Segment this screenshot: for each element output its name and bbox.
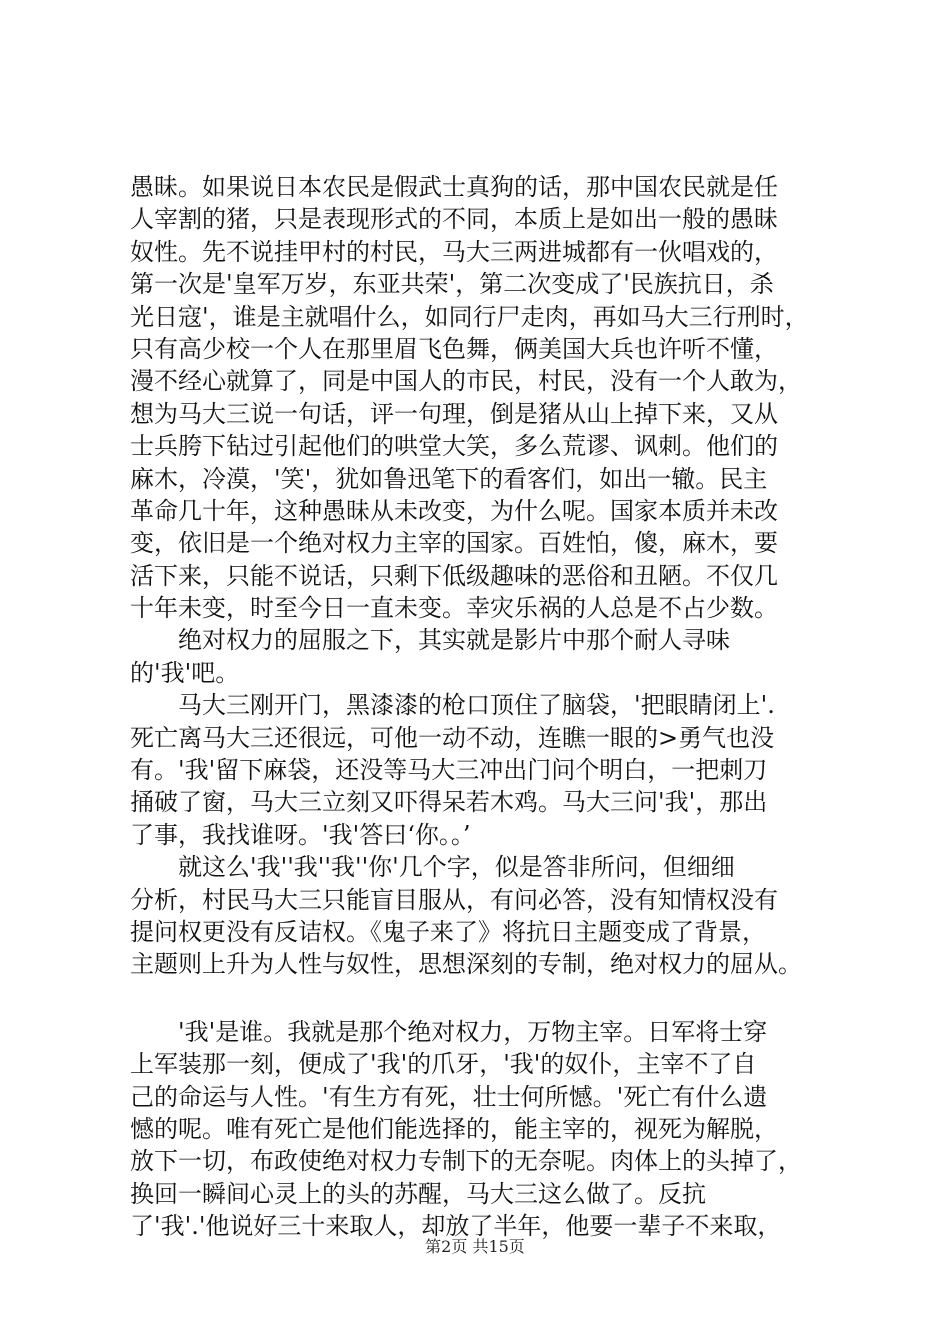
text-line: 了事，我找谁呀。'我'答曰‘你。。’ — [130, 820, 471, 849]
text-line: 愚昧。如果说日本农民是假武士真狗的话，那中国农民就是任 — [130, 173, 778, 201]
text-line: '我'是谁。我就是那个绝对权力，万物主宰。日军将士穿 — [130, 1017, 768, 1046]
text-line: 上军装那一刻，便成了'我'的爪牙，'我'的奴仆，主宰不了自 — [130, 1050, 757, 1079]
text-line: 十年未变，时至今日一直未变。幸灾乐祸的人总是不占少数。 — [130, 594, 778, 623]
page-footer: 第2页 共15页 — [425, 1237, 525, 1256]
text-line: 主题则上升为人性与奴性，思想深刻的专制，绝对权力的屈从。 — [130, 950, 802, 979]
document-body — [130, 171, 846, 1243]
text-line: 只有高少校一个人在那里眉飞色舞，俩美国大兵也许听不懂， — [130, 334, 778, 363]
text-line: 了'我'.'他说好三十来取人，却放了半年，他要一辈子不来取， — [130, 1212, 782, 1241]
text-line: 死亡离马大三还很远，可他一动不动，连瞧一眼的>勇气也没 — [130, 723, 775, 752]
text-line: 马大三刚开门，黑漆漆的枪口顶住了脑袋，'把眼睛闭上'. — [130, 691, 775, 720]
text-line: 换回一瞬间心灵上的头的苏醒，马大三这么做了。反抗 — [130, 1179, 706, 1208]
text-line: 己的命运与人性。'有生方有死，壮士何所憾。'死亡有什么遗 — [130, 1082, 768, 1111]
text-line: 想为马大三说一句话，评一句理，倒是猪从山上掉下来，又从 — [130, 399, 778, 428]
text-line: 活下来，只能不说话，只剩下低级趣味的恶俗和丑陋。不仅几 — [130, 561, 778, 590]
text-line: 奴性。先不说挂甲村的村民，马大三两进城都有一伙唱戏的， — [130, 237, 778, 266]
text-line: 第一次是'皇军万岁，东亚共荣'，第二次变成了'民族抗日，杀 — [130, 270, 774, 299]
text-line: 漫不经心就算了，同是中国人的市民，村民，没有一个人敢为， — [130, 367, 802, 396]
text-line: 变，依旧是一个绝对权力主宰的国家。百姓怕，傻，麻木，要 — [130, 529, 778, 558]
text-line: 分析，村民马大三只能盲目服从，有问必答，没有知情权没有 — [130, 885, 778, 914]
text-line: 的'我'吧。 — [130, 658, 240, 687]
text-line: 捅破了窗，马大三立刻又吓得呆若木鸡。马大三问'我'，那出 — [130, 788, 768, 817]
text-line: 人宰割的猪，只是表现形式的不同，本质上是如出一般的愚昧 — [130, 205, 778, 234]
text-line: 就这么'我''我''我''你'几个字，似是答非所问，但细细 — [130, 853, 735, 882]
text-line: 麻木，冷漠，'笑'，犹如鲁迅笔下的看客们，如出一辙。民主 — [130, 464, 768, 493]
text-line: 绝对权力的屈服之下，其实就是影片中那个耐人寻味 — [130, 626, 730, 655]
text-line: 革命几十年，这种愚昧从未改变，为什么呢。国家本质并未改 — [130, 496, 778, 525]
text-line: 光日寇'，谁是主就唱什么，如同行尸走肉，再如马大三行刑时， — [130, 302, 809, 331]
text-line: 有。'我'留下麻袋，还没等马大三冲出门问个明白，一把刺刀 — [130, 756, 768, 785]
text-line: 士兵胯下钻过引起他们的哄堂大笑，多么荒谬、讽刺。他们的 — [130, 432, 778, 461]
paragraph-gap — [130, 981, 846, 1016]
text-line: 放下一切，布政使绝对权力专制下的无奈呢。肉体上的头掉了， — [130, 1147, 802, 1176]
text-line: 憾的呢。唯有死亡是他们能选择的，能主宰的，视死为解脱， — [130, 1114, 778, 1143]
text-line: 提问权更没有反诘权。《鬼子来了》将抗日主题变成了背景， — [130, 917, 766, 946]
